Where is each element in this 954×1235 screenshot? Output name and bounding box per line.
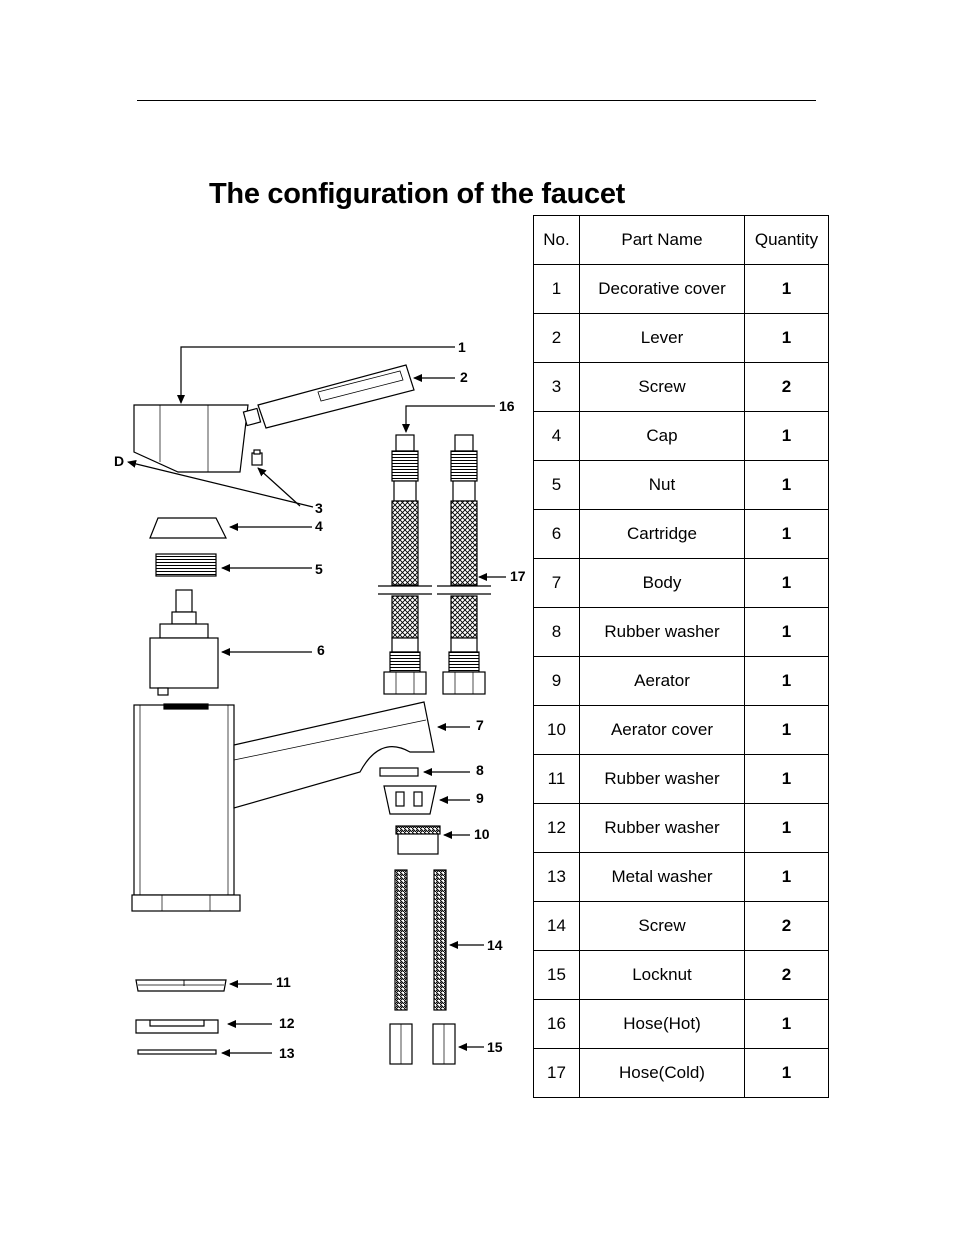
cell-quantity: 1 [745, 608, 829, 657]
cell-part-name: Decorative cover [580, 265, 745, 314]
rubber-washer-11-part [136, 980, 226, 991]
cartridge-part [150, 590, 218, 695]
callout-label-5: 5 [315, 561, 323, 577]
threaded-rod-screws-part [395, 870, 446, 1010]
metal-washer-13-part [138, 1050, 216, 1054]
callout-label-13: 13 [279, 1045, 295, 1061]
cell-part-name: Cap [580, 412, 745, 461]
cell-quantity: 1 [745, 510, 829, 559]
table-row [534, 265, 829, 314]
cell-no: 5 [534, 461, 580, 510]
callout-label-7: 7 [476, 717, 484, 733]
cell-quantity: 1 [745, 706, 829, 755]
cell-quantity: 2 [745, 951, 829, 1000]
nut-part [156, 554, 216, 576]
cell-part-name: Hose(Cold) [580, 1049, 745, 1098]
cell-part-name: Locknut [580, 951, 745, 1000]
callout-label-10: 10 [474, 826, 490, 842]
cell-no: 13 [534, 853, 580, 902]
cell-no: 10 [534, 706, 580, 755]
cell-quantity: 1 [745, 657, 829, 706]
cell-no: 3 [534, 363, 580, 412]
table-header-row [534, 216, 829, 265]
cell-part-name: Body [580, 559, 745, 608]
aerator-cover-part [396, 826, 440, 854]
cell-quantity: 1 [745, 1049, 829, 1098]
table-row [534, 314, 829, 363]
header-quantity: Quantity [745, 216, 829, 265]
callout-label-9: 9 [476, 790, 484, 806]
header-part-name: Part Name [580, 216, 745, 265]
cell-quantity: 1 [745, 853, 829, 902]
table-row [534, 1049, 829, 1098]
cell-quantity: 2 [745, 363, 829, 412]
callout-label-2: 2 [460, 369, 468, 385]
table-row [534, 755, 829, 804]
cell-quantity: 1 [745, 412, 829, 461]
cell-no: 16 [534, 1000, 580, 1049]
cell-part-name: Screw [580, 902, 745, 951]
cell-quantity: 1 [745, 461, 829, 510]
callout-label-15: 15 [487, 1039, 503, 1055]
cell-part-name: Metal washer [580, 853, 745, 902]
cell-part-name: Aerator [580, 657, 745, 706]
callout-leader-16 [406, 406, 495, 432]
cell-quantity: 1 [745, 265, 829, 314]
cell-quantity: 1 [745, 314, 829, 363]
decorative-cover-part [134, 405, 248, 472]
callout-label-16: 16 [499, 398, 515, 414]
table-row [534, 461, 829, 510]
hose-break-marks [378, 586, 491, 594]
cell-quantity: 1 [745, 755, 829, 804]
callout-label-4: 4 [315, 518, 323, 534]
cell-no: 11 [534, 755, 580, 804]
callout-label-1: 1 [458, 339, 466, 355]
callout-leader-3a [128, 462, 313, 507]
hose-hot-part [384, 435, 426, 694]
cell-no: 1 [534, 265, 580, 314]
lever-part [243, 365, 414, 428]
table-row [534, 853, 829, 902]
cell-part-name: Aerator cover [580, 706, 745, 755]
cell-part-name: Rubber washer [580, 804, 745, 853]
cell-no: 15 [534, 951, 580, 1000]
cell-no: 6 [534, 510, 580, 559]
callout-label-14: 14 [487, 937, 503, 953]
table-row [534, 510, 829, 559]
table-row [534, 657, 829, 706]
callout-leader-3b [258, 468, 300, 506]
header-rule [137, 100, 816, 101]
cell-no: 7 [534, 559, 580, 608]
table-row [534, 902, 829, 951]
locknut-part [390, 1024, 455, 1064]
callout-leader-1 [181, 347, 455, 403]
callout-label-11: 11 [276, 974, 291, 990]
cell-part-name: Lever [580, 314, 745, 363]
callout-label-8: 8 [476, 762, 484, 778]
table-row [534, 1000, 829, 1049]
cell-no: 12 [534, 804, 580, 853]
callout-label-12: 12 [279, 1015, 295, 1031]
callout-label-17: 17 [510, 568, 526, 584]
hose-cold-part [443, 435, 485, 694]
table-row [534, 559, 829, 608]
cell-no: 9 [534, 657, 580, 706]
parts-table [533, 215, 829, 1098]
body-part [132, 702, 434, 911]
cell-no: 2 [534, 314, 580, 363]
callout-label-6: 6 [317, 642, 325, 658]
aerator-part [384, 786, 436, 814]
screw-3-part [252, 450, 262, 465]
cell-quantity: 1 [745, 559, 829, 608]
cell-part-name: Screw [580, 363, 745, 412]
table-row [534, 363, 829, 412]
cell-part-name: Rubber washer [580, 608, 745, 657]
header-no: No. [534, 216, 580, 265]
callout-label-d: D [114, 453, 125, 469]
cell-part-name: Cartridge [580, 510, 745, 559]
page-title: The configuration of the faucet [209, 178, 626, 210]
cell-part-name: Hose(Hot) [580, 1000, 745, 1049]
table-row [534, 608, 829, 657]
rubber-washer-12-part [136, 1020, 218, 1033]
callout-label-3: 3 [315, 500, 323, 516]
cell-quantity: 2 [745, 902, 829, 951]
cell-part-name: Nut [580, 461, 745, 510]
table-row [534, 706, 829, 755]
cell-no: 14 [534, 902, 580, 951]
cell-quantity: 1 [745, 1000, 829, 1049]
cell-no: 4 [534, 412, 580, 461]
rubber-washer-8-part [380, 768, 418, 776]
cell-quantity: 1 [745, 804, 829, 853]
cap-part [150, 518, 226, 538]
table-row [534, 412, 829, 461]
table-row [534, 951, 829, 1000]
table-row [534, 804, 829, 853]
cell-part-name: Rubber washer [580, 755, 745, 804]
cell-no: 8 [534, 608, 580, 657]
cell-no: 17 [534, 1049, 580, 1098]
